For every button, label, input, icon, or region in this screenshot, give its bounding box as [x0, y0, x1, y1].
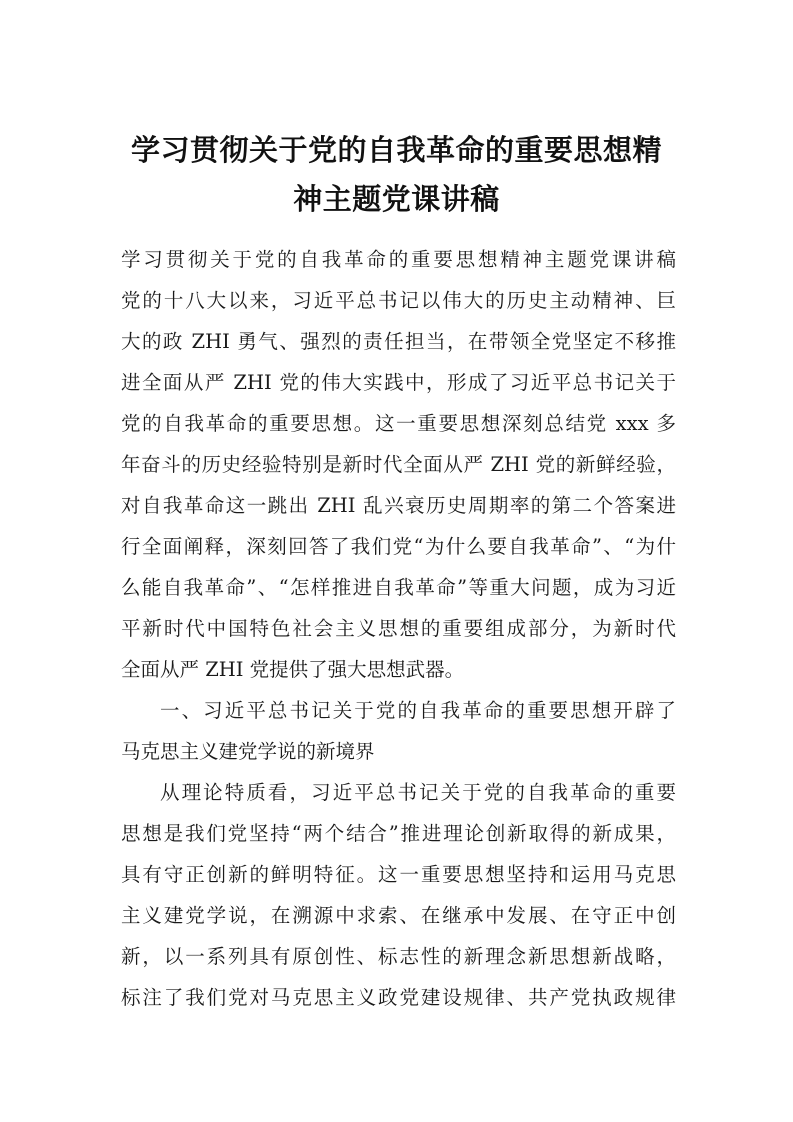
- body-line: 思想是我们党坚持“两个结合”推进理论创新取得的新成果，: [121, 822, 676, 845]
- body-line: 党的十八大以来，习近平总书记以伟大的历史主动精神、巨: [121, 289, 676, 312]
- body-line: 从理论特质看，习近平总书记关于党的自我革命的重要: [160, 781, 676, 804]
- body-line: 大的政 ZHI 勇气、强烈的责任担当，在带领全党坚定不移推: [121, 330, 676, 353]
- body-line: 对自我革命这一跳出 ZHI 乱兴衰历史周期率的第二个答案进: [121, 494, 676, 517]
- body-line: 主义建党学说，在溯源中求索、在继承中发展、在守正中创: [121, 904, 676, 927]
- body-line: 学习贯彻关于党的自我革命的重要思想精神主题党课讲稿: [121, 248, 676, 271]
- body-line: 标注了我们党对马克思主义政党建设规律、共产党执政规律: [121, 986, 676, 1009]
- document-title-line-2: 神主题党课讲稿: [293, 182, 500, 216]
- body-line: 么能自我革命”、“怎样推进自我革命”等重大问题，成为习近: [121, 576, 676, 599]
- body-line: 具有守正创新的鲜明特征。这一重要思想坚持和运用马克思: [121, 863, 676, 886]
- body-line: 年奋斗的历史经验特别是新时代全面从严 ZHI 党的新鲜经验，: [121, 453, 676, 476]
- section-heading-line: 一、习近平总书记关于党的自我革命的重要思想开辟了: [160, 699, 676, 722]
- body-line: 新，以一系列具有原创性、标志性的新理念新思想新战略，: [121, 945, 676, 968]
- body-line: 进全面从严 ZHI 党的伟大实践中，形成了习近平总书记关于: [121, 371, 676, 394]
- body-line: 平新时代中国特色社会主义思想的重要组成部分，为新时代: [121, 617, 676, 640]
- body-line: 行全面阐释，深刻回答了我们党“为什么要自我革命”、“为什: [121, 535, 676, 558]
- body-line: 党的自我革命的重要思想。这一重要思想深刻总结党 xxx 多: [121, 412, 676, 435]
- document-title-line-1: 学习贯彻关于党的自我革命的重要思想精: [130, 133, 662, 167]
- body-line: 全面从严 ZHI 党提供了强大思想武器。: [121, 658, 465, 681]
- section-heading-line: 马克思主义建党学说的新境界: [121, 740, 375, 763]
